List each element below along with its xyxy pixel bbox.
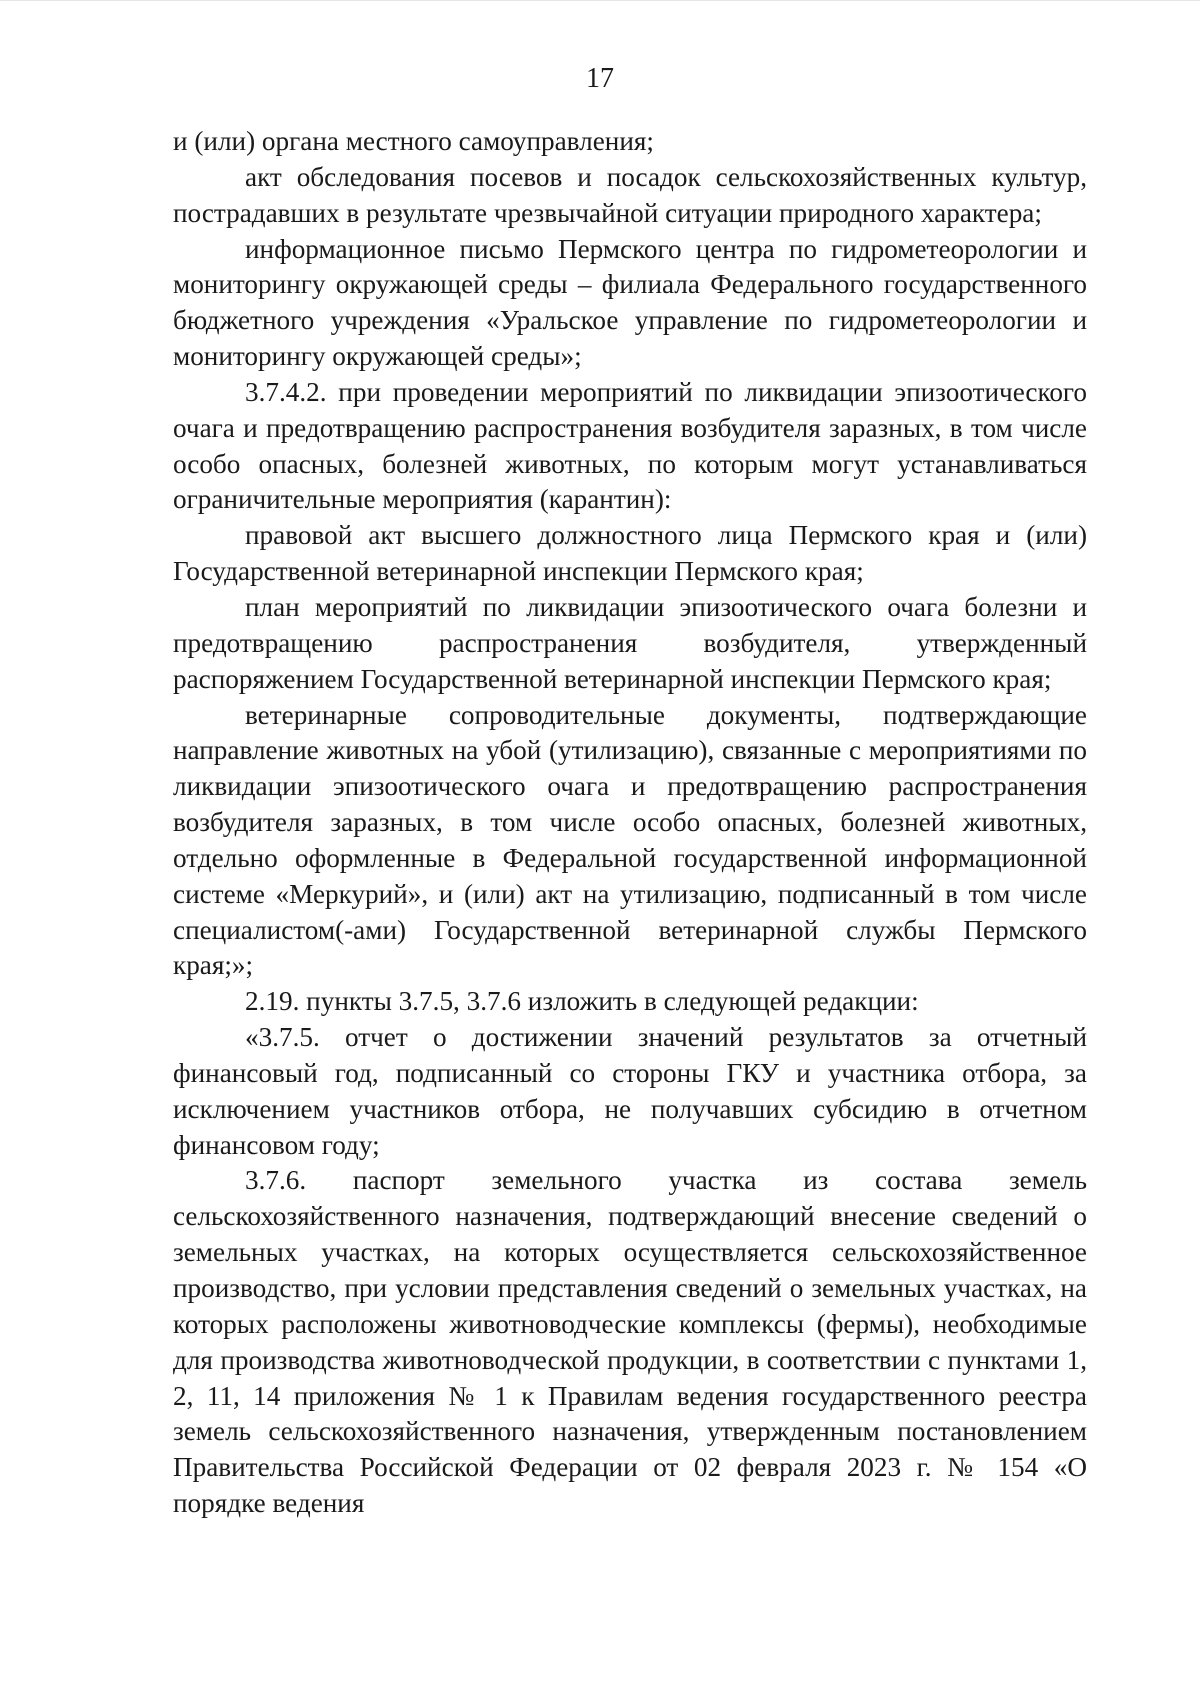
paragraph: «3.7.5. отчет о достижении значений результатов за отчетный финансовый год, подписанный со стороны ГКУ и участника отбора, за исключением участников отбора, не получавших субсидию в отчетном финансовом году;	[173, 1022, 1087, 1160]
paragraph: 3.7.6. паспорт земельного участка из состава земель сельскохозяйственного назначения, подтверждающий внесение сведений о земельных участках, на которых осуществляется сельскохозяйственное производство, при условии представления сведений о земельных участках, на которых расположены животноводческие комплексы (фермы), необходимые для производства животноводческой продукции, в соответствии с пунктами 1, 2, 11, 14 приложения № 1 к Правилам ведения государственного реестра земель сельскохозяйственного назначения, утвержденным постановлением Правительства Российской Федерации от 02 февраля 2023 г. № 154 «О порядке ведения	[173, 1165, 1087, 1519]
paragraph: и (или) органа местного самоуправления;	[173, 126, 654, 156]
document-body	[173, 124, 1087, 1522]
paragraph: ветеринарные сопроводительные документы, подтверждающие направление животных на убой (утилизацию), связанные с мероприятиями по ликвидации эпизоотического очага и предотвращению распространения возбудителя заразных, в том числе особо опасных, болезней животных, отдельно оформленные в Федеральной государственной информационной системе «Меркурий», и (или) акт на утилизацию, подписанный в том числе специалистом(-ами) Государственной ветеринарной службы Пермского края;»;	[173, 699, 1087, 981]
paragraph: правовой акт высшего должностного лица Пермского края и (или) Государственной ветеринарной инспекции Пермского края;	[173, 520, 1087, 587]
paragraph: 3.7.4.2. при проведении мероприятий по ликвидации эпизоотического очага и предотвращению распространения возбудителя заразных, в том числе особо опасных, болезней животных, по которым могут устанавливаться ограничительные мероприятия (карантин):	[173, 376, 1087, 515]
paragraph: акт обследования посевов и посадок сельскохозяйственных культур, пострадавших в результате чрезвычайной ситуации природного характера;	[173, 161, 1087, 228]
paragraph: информационное письмо Пермского центра по гидрометеорологии и мониторингу окружающей среды – филиала Федерального государственного бюджетного учреждения «Уральское управление по гидрометеорологии и мониторингу окружающей среды»;	[173, 233, 1087, 372]
paragraph: план мероприятий по ликвидации эпизоотического очага болезни и предотвращению распространения возбудителя, утвержденный распоряжением Государственной ветеринарной инспекции Пермского края;	[173, 591, 1087, 694]
paragraph: 2.19. пункты 3.7.5, 3.7.6 изложить в следующей редакции:	[245, 986, 919, 1017]
page-number: 17	[586, 63, 614, 94]
